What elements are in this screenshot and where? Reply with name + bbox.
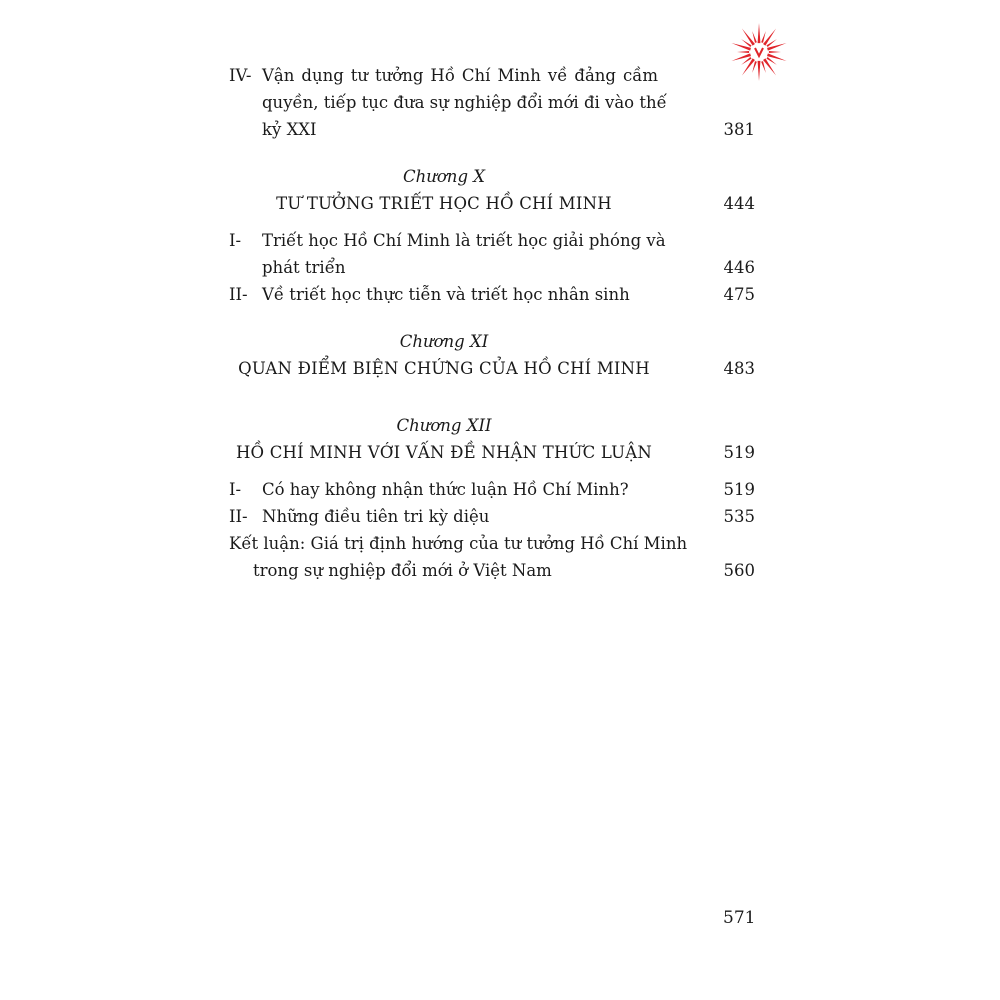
toc-page-number: 560 <box>723 561 755 580</box>
chapter-title: TƯ TƯỞNG TRIẾT HỌC HỒ CHÍ MINH <box>276 194 612 213</box>
toc-entry-text: trong sự nghiệp đổi mới ở Việt Nam <box>253 561 552 580</box>
chapter-label: Chương X <box>403 167 485 186</box>
chapter-label: Chương XII <box>396 416 492 435</box>
toc-entry-number: IV- <box>229 66 252 85</box>
toc-page-number: 444 <box>723 194 755 213</box>
chapter-title: HỒ CHÍ MINH VỚI VẤN ĐỀ NHẬN THỨC LUẬN <box>235 443 653 462</box>
toc-page-number: 381 <box>723 120 755 139</box>
table-of-contents <box>229 62 755 584</box>
toc-entry-line <box>229 281 755 308</box>
logo-ray <box>763 58 776 75</box>
toc-entry-text: Những điều tiên tri kỳ diệu <box>262 507 490 526</box>
toc-entry-line <box>229 89 755 116</box>
toc-entry-text: Vận dụng tư tưởng Hồ Chí Minh về đảng cầm <box>262 66 658 85</box>
toc-entry-text: Triết học Hồ Chí Minh là triết học giải phóng và <box>262 231 666 250</box>
toc-entry-line <box>229 62 755 89</box>
logo-ray <box>769 51 781 53</box>
logo-ray <box>761 31 766 43</box>
toc-entry-text: phát triển <box>262 258 346 277</box>
logo-ray <box>752 31 757 43</box>
toc-entry-number: II- <box>229 507 248 526</box>
toc-entry-text: kỷ XXI <box>262 120 317 139</box>
chapter-title-line <box>229 190 755 217</box>
page-number: 571 <box>723 908 756 928</box>
toc-entry-line <box>229 227 755 254</box>
toc-entry-line <box>229 557 755 584</box>
logo-ray <box>763 29 776 46</box>
chapter-title: QUAN ĐIỂM BIỆN CHỨNG CỦA HỒ CHÍ MINH <box>238 359 650 378</box>
toc-page-number: 519 <box>723 443 755 462</box>
toc-page-number: 483 <box>723 359 755 378</box>
chapter-label: Chương XI <box>399 332 489 351</box>
toc-entry-text: Về triết học thực tiễn và triết học nhân sinh <box>262 285 630 304</box>
toc-page-number: 475 <box>723 285 755 304</box>
logo-ray <box>742 29 755 46</box>
toc-entry-line <box>229 503 755 530</box>
toc-entry-line <box>229 530 755 557</box>
toc-entry-text: Kết luận: Giá trị định hướng của tư tưởng Hồ Chí Minh <box>229 534 688 553</box>
toc-entry-number: I- <box>229 480 242 499</box>
logo-ray <box>737 51 749 53</box>
toc-entry-number: II- <box>229 285 248 304</box>
chapter-label-line <box>229 328 755 355</box>
chapter-label-line <box>229 412 755 439</box>
toc-page-number: 446 <box>723 258 755 277</box>
toc-entry-text: quyền, tiếp tục đưa sự nghiệp đổi mới đi vào thế <box>262 93 667 112</box>
toc-entry-number: I- <box>229 231 242 250</box>
toc-page-number: 519 <box>723 480 755 499</box>
chapter-title-line <box>229 355 755 382</box>
chapter-title-line <box>229 439 755 466</box>
logo-ray <box>761 61 766 73</box>
toc-entry-line <box>229 116 755 143</box>
logo-ray <box>758 61 761 81</box>
toc-entry-line <box>229 476 755 503</box>
toc-entry-text: Có hay không nhận thức luận Hồ Chí Minh? <box>262 480 629 499</box>
chapter-label-line <box>229 163 755 190</box>
toc-page-number: 535 <box>723 507 755 526</box>
logo-ray <box>758 23 761 43</box>
toc-entry-line <box>229 254 755 281</box>
